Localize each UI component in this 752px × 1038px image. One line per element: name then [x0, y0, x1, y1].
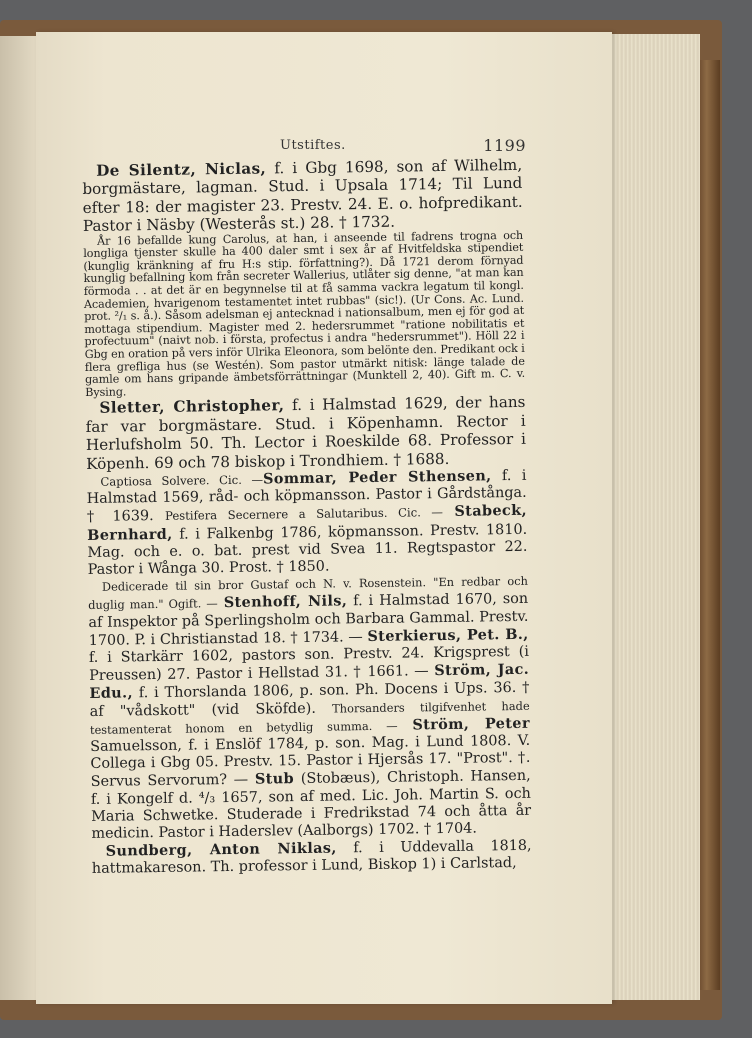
entry-paragraph	[92, 837, 532, 879]
entry-paragraph	[82, 156, 523, 236]
entry-text: f. i Uddevalla 1818, hattmakareson. Th. professor i Lund, Biskop 1) i Carlstad,	[91, 838, 532, 878]
page-stack-edges	[600, 34, 700, 1000]
entry-text: f. i Halmstad 1629, der hans far var borgmästare. Stud. i Köpenhamn. Rector i Herlufsholm 50. Th. Lector i Roeskilde 68. Professor i Köpenh. 69 och 78 biskop i Trondhiem. † 1688.	[85, 393, 527, 473]
note-text: År 16 befallde kung Carolus, at han, i anseende til fadrens trogna och longliga tjenster skulle ha 400 daler smt i sex år af Hvitfeldska stipendiet (kunglig kränkning af fru H:s stip. författning?). Då 1721 derom förnyad kunglig befallning kom från secreter Wallerius, utlåter sig denne, "at man kan förmoda . . at det är en begynnelse til at få samma vackra legatum til kongl. Academien, hvarigenom testamentet intet rubbas" (sic!). (Ur Cons. Ac. Lund. prot. ²/₁ s. å.). Såsom adelsman ej antecknad i nationsalbum, men ej för god at mottaga stipendium. Magister med 2. hedersrummet "ratione nobilitatis et profectuum" (naivt nob. i första, profectus i andra "hedersrummet"). Höll 22 i Gbg en oration på vers inför Ulrika Eleonora, som belönte den. Predikant ock i flera grefliga hus (se Westén). Som pastor utmärkt nitisk: länge talade de gamle om hans gripande ämbetsförrättningar (Munktell 2, 40). Gift m. C. v. Bysing.	[83, 228, 526, 399]
cover-spine-edge	[698, 60, 720, 990]
entry-text: f. i Halmstad 1670, son af Inspektor på Sperlingsholm och Barbara Gammal. Prestv. 1700. P. i Christianstad 18. † 1734. —	[88, 591, 529, 649]
entry-name: Sundberg, Anton Niklas,	[105, 839, 337, 860]
entry-text: f. i Gbg 1698, son af Wilhelm, borgmästare, lagman. Stud. i Upsala 1714; Til Lund efter 18: der magister 23. Prestv. 24. E. o. hofpredikant. Pastor i Näsby (Westerås st.) 28. † 1732.	[82, 155, 523, 236]
entry-text: f. i Thorslanda 1806, p. son. Ph. Docens i Ups. 36. † af "vådskott" (vid Sköfde).	[89, 680, 530, 720]
entry-text: f. i Starkärr 1602, pastors son. Prestv. 24. Krigsprest (i Preussen) 27. Pastor i Hellstad 31. † 1661. —	[88, 643, 529, 685]
running-head: Utstiftes.	[280, 138, 346, 153]
entry-name: Ström, Peter	[412, 714, 530, 734]
facing-page-edge	[0, 36, 36, 1000]
page-number: 1199	[483, 136, 526, 155]
entry-name: De Silentz, Niclas,	[95, 159, 267, 180]
note-text: Dedicerade til sin bror Gustaf och N. v. Rosenstein. "En redbar och duglig man." Ogift. —	[88, 574, 528, 613]
entry-name: Stub	[254, 770, 295, 789]
entry-name: Sterkierus, Pet. B.,	[367, 625, 529, 645]
page-text	[82, 156, 532, 879]
entry-text: f. i Falkenbg 1786, köpmansson. Prestv. 1810. Mag. och e. o. bat. prest vid Svea 11. Regtspastor 22. Pastor i Wånga 30. Prost. † 1850.	[87, 521, 528, 578]
motto-text: Pestifera Secernere a Salutaribus. Cic. —	[165, 505, 444, 524]
entry-text: (Stobæus), Christoph. Hansen, f. i Kongelf d. ⁴/₃ 1657, son af med. Lic. Joh. Martin S. och Maria Schwetke. Studerade i Fredrikstad 74 och åtta år medicin. Pastor i Haderslev (Aalborgs) 1702. † 1704.	[90, 768, 532, 842]
note-text: Thorsanders tilgifvenhet hade testamenterat honom en betydlig summa. —	[89, 698, 530, 737]
entry-name: Sletter, Christopher,	[99, 396, 285, 418]
entry-name: Sommar, Peder Sthensen,	[262, 467, 492, 488]
note-paragraph	[83, 229, 525, 399]
motto-text: Captiosa Solvere. Cic. —	[100, 472, 264, 489]
entry-text: Samuelsson, f. i Enslöf 1784, p. son. Mag. i Lund 1808. V. Collega i Gbg 05. Prestv. 15. Pastor i Hjersås 17. "Prost". †. Servus Servorum? —	[90, 732, 531, 791]
entry-name: Stabeck, Bernhard,	[87, 502, 528, 544]
entry-name: Stenhoff, Nils,	[223, 592, 348, 612]
book-page	[36, 32, 612, 1004]
entry-name: Ström, Jac. Edu.,	[89, 661, 530, 703]
entry-paragraph	[85, 393, 526, 473]
entry-text: f. i Halmstad 1569, råd- och köpmansson. Pastor i Gårdstånga. † 1639.	[86, 467, 527, 526]
entry-paragraph	[88, 573, 532, 843]
page-header	[76, 138, 526, 158]
entry-paragraph	[86, 467, 527, 579]
